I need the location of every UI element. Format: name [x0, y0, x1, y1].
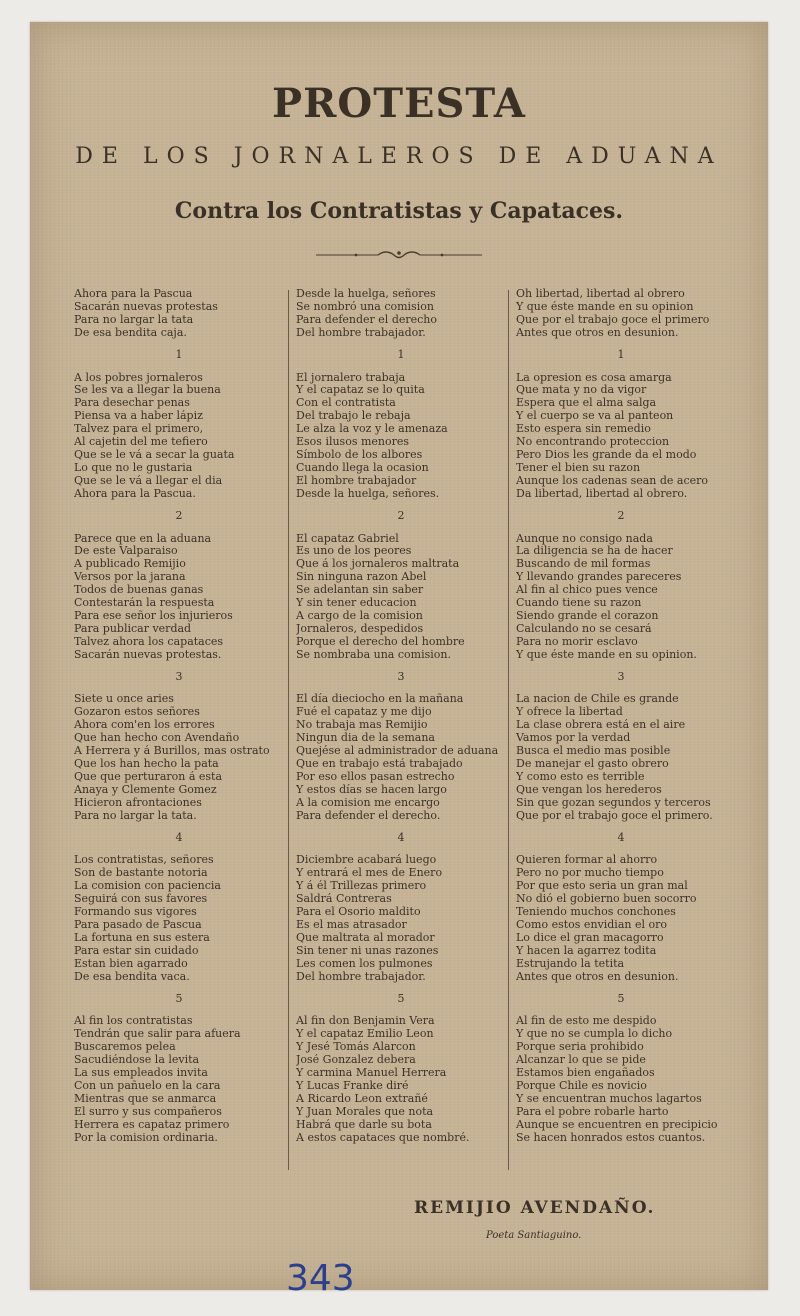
verse-line: Y carmina Manuel Herrera: [296, 1067, 447, 1080]
verse-line: No encontrando proteccion: [516, 436, 670, 449]
verse-line: Desde la huelga, señores.: [296, 487, 440, 500]
verse-line: Para no largar la tata: [74, 313, 194, 326]
verse-line: Sacudiéndose la levita: [74, 1054, 200, 1067]
verse-line: Piensa va a haber lápiz: [74, 410, 203, 423]
verse-line: Versos por la jarana: [74, 571, 186, 584]
stanza-number: 4: [617, 830, 625, 844]
verse-line: De este Valparaiso: [74, 545, 178, 558]
verse-line: Por eso ellos pasan estrecho: [296, 770, 455, 783]
verse-line: Del hombre trabajador.: [296, 970, 426, 983]
verse-line: Quieren formar al ahorro: [516, 854, 658, 867]
verse-line: Que los han hecho la pata: [74, 758, 219, 770]
verse-line: Lo que no le gustaria: [74, 461, 193, 474]
verse-line: De manejar el gasto obrero: [516, 758, 669, 770]
verse-line: Los contratistas, señores: [74, 854, 214, 867]
verse-line: Estamos bien engañados: [516, 1067, 655, 1080]
verse-line: Esos ilusos menores: [296, 436, 410, 449]
verse-line: A los pobres jornaleros: [74, 371, 203, 384]
verse-line: Al fin los contratistas: [74, 1015, 193, 1028]
verse-line: Que en trabajo está trabajado: [296, 758, 463, 770]
document-subtitle: DE LOS JORNALEROS DE ADUANA: [75, 144, 723, 169]
verse-line: La nacion de Chile es grande: [516, 693, 679, 706]
stanza-number: 2: [175, 508, 183, 522]
verse-line: Y que éste mande en su opinion: [516, 300, 694, 313]
verse-line: Del hombre trabajador.: [296, 326, 426, 339]
verse-line: Seguirá con sus favores: [74, 893, 208, 906]
verse-line: No dió el gobierno buen socorro: [516, 893, 697, 906]
verse-line: Tendrán que salir para afuera: [74, 1028, 241, 1041]
verse-line: Lo dice el gran macagorro: [516, 931, 664, 944]
verse-line: Ningun dia de la semana: [296, 732, 435, 745]
verse-line: Y el capataz se lo quita: [296, 384, 425, 397]
verse-line: Pero Dios les grande da el modo: [516, 448, 697, 461]
verse-line: Se hacen honrados estos cuantos.: [516, 1131, 706, 1144]
verse-line: Al fin don Benjamin Vera: [296, 1015, 435, 1028]
verse-line: Y el cuerpo se va al panteon: [516, 410, 674, 423]
stanza-number: 4: [397, 830, 405, 844]
verse-line: Que maltrata al morador: [296, 931, 435, 944]
verse-line: Mientras que se anmarca: [74, 1092, 217, 1105]
stanza-number: 3: [397, 669, 405, 683]
verse-line: Para el pobre robarle harto: [516, 1105, 669, 1118]
verse-line: La opresion es cosa amarga: [516, 371, 672, 384]
verse-line: Pero no por mucho tiempo: [516, 867, 664, 880]
verse-line: Para no morir esclavo: [516, 635, 638, 648]
verse-line: Y se encuentran muchos lagartos: [516, 1092, 702, 1105]
stanza-number: 2: [617, 508, 625, 522]
poem-stanza: [74, 533, 304, 662]
verse-line: Saldrá Contreras: [296, 893, 392, 906]
poem-stanza: [516, 693, 746, 822]
verse-line: Anaya y Clemente Gomez: [74, 783, 217, 796]
verse-line: La fortuna en sus estera: [74, 931, 210, 944]
verse-line: Para no largar la tata.: [74, 809, 197, 822]
poem-stanza: [74, 1015, 304, 1144]
verse-line: El hombre trabajador: [296, 474, 417, 487]
verse-line: Aunque no consigo nada: [516, 532, 653, 545]
verse-line: Calculando no se cesará: [516, 622, 652, 635]
verse-line: No trabaja mas Remijio: [296, 719, 428, 732]
verse-line: Para el Osorio maldito: [296, 906, 421, 919]
verse-line: Se nombraba una comision.: [296, 648, 451, 661]
verse-line: Y que no se cumpla lo dicho: [516, 1028, 673, 1041]
verse-line: Y ofrece la libertad: [516, 706, 623, 719]
verse-line: Le alza la voz y le amenaza: [296, 423, 448, 436]
verse-line: Aunque se encuentren en precipicio: [516, 1118, 718, 1131]
verse-line: Al fin al chico pues vence: [516, 584, 658, 597]
verse-line: La diligencia se ha de hacer: [516, 545, 673, 558]
verse-line: Con un pañuelo en la cara: [74, 1079, 221, 1092]
verse-line: El jornalero trabaja: [296, 371, 406, 384]
verse-line: Da libertad, libertad al obrero.: [516, 487, 688, 500]
verse-line: Jornaleros, despedidos: [296, 622, 424, 635]
poem-stanza: [516, 533, 746, 662]
poem-stanza: [296, 854, 526, 983]
poem-stanza: [296, 693, 526, 822]
stanza-number: 4: [175, 830, 183, 844]
verse-line: Habrá que darle su bota: [296, 1118, 432, 1131]
verse-line: Todos de buenas ganas: [74, 584, 204, 597]
poem-stanza: [516, 288, 746, 340]
broadsheet-paper: [30, 22, 768, 1299]
verse-line: Ahora para la Pascua.: [74, 487, 196, 500]
verse-line: Ahora para la Pascua: [74, 288, 193, 300]
verse-line: Por que esto seria un gran mal: [516, 880, 688, 893]
verse-line: Porque Chile es novicio: [516, 1079, 647, 1092]
poem-stanza: [516, 854, 746, 983]
verse-line: Como estos envidian el oro: [516, 918, 667, 931]
verse-line: Para desechar penas: [74, 397, 190, 410]
verse-line: Y á él Trillezas primero: [296, 880, 427, 893]
verse-line: Para estar sin cuidado: [74, 944, 199, 957]
verse-line: Herrera es capataz primero: [74, 1118, 230, 1131]
verse-line: Buscaremos pelea: [74, 1041, 176, 1054]
verse-line: Antes que otros en desunion.: [516, 326, 679, 339]
verse-line: De esa bendita caja.: [74, 326, 187, 339]
verse-line: El capataz Gabriel: [296, 532, 399, 545]
verse-line: Y Jesé Tomás Alarcon: [296, 1041, 416, 1054]
verse-line: Tener el bien su razon: [516, 461, 641, 474]
verse-line: Oh libertad, libertad al obrero: [516, 288, 685, 300]
verse-line: Es el mas atrasador: [296, 918, 407, 931]
verse-line: Sin ninguna razon Abel: [296, 571, 427, 584]
stanza-number: 1: [175, 347, 183, 361]
stanza-number: 1: [397, 347, 405, 361]
verse-line: Cuando llega la ocasion: [296, 461, 429, 474]
verse-line: Que mata y no da vigor: [516, 384, 647, 397]
verse-line: Sin que gozan segundos y terceros: [516, 796, 711, 809]
verse-line: A Herrera y á Burillos, mas ostrato: [74, 745, 270, 758]
stanza-number: 3: [617, 669, 625, 683]
verse-line: Es uno de los peores: [296, 545, 412, 558]
verse-line: Se adelantan sin saber: [296, 584, 424, 597]
verse-line: Aunque los cadenas sean de acero: [516, 474, 709, 487]
verse-line: Para defender el derecho.: [296, 809, 441, 822]
stanza-number: 2: [397, 508, 405, 522]
verse-line: Teniendo muchos conchones: [516, 906, 676, 919]
verse-line: Fué el capataz y me dijo: [296, 706, 432, 719]
verse-line: Y Lucas Franke diré: [296, 1079, 409, 1092]
verse-line: Que se le vá a llegar el dia: [74, 474, 223, 487]
poem-stanza: [296, 1015, 526, 1144]
verse-line: Sacarán nuevas protestas: [74, 300, 218, 313]
verse-line: Que se le vá a secar la guata: [74, 448, 235, 461]
poem-column-2: [296, 288, 526, 1144]
verse-line: Buscando de mil formas: [516, 558, 651, 571]
verse-line: Son de bastante notoria: [74, 867, 208, 880]
verse-line: Para defender el derecho: [296, 313, 438, 326]
poem-stanza: [74, 372, 304, 501]
verse-line: A cargo de la comision: [296, 609, 423, 622]
author-signature: REMIJIO AVENDAÑO.: [414, 1198, 656, 1218]
verse-line: Para publicar verdad: [74, 622, 192, 635]
verse-line: Con el contratista: [296, 397, 396, 410]
poem-stanza: [516, 372, 746, 501]
verse-line: Contestarán la respuesta: [74, 597, 215, 610]
verse-line: Del trabajo le rebaja: [296, 410, 411, 423]
verse-line: Y como esto es terrible: [516, 770, 645, 783]
verse-line: Para pasado de Pascua: [74, 918, 202, 931]
verse-line: Siendo grande el corazon: [516, 609, 659, 622]
verse-line: A publicado Remijio: [74, 558, 186, 571]
verse-line: Que por el trabajo goce el primero.: [516, 809, 713, 822]
poem-stanza: [74, 288, 304, 340]
verse-line: La sus empleados invita: [74, 1067, 208, 1080]
verse-line: Y Juan Morales que nota: [296, 1105, 434, 1118]
ornament-divider-icon: [316, 248, 482, 262]
poem-stanza: [296, 533, 526, 662]
verse-line: Que han hecho con Avendaño: [74, 732, 240, 745]
verse-line: Siete u once aries: [74, 693, 174, 706]
verse-line: Gozaron estos señores: [74, 706, 200, 719]
verse-line: Espera que el alma salga: [516, 397, 657, 410]
poem-stanza: [74, 854, 304, 983]
verse-line: La clase obrera está en el aire: [516, 719, 686, 732]
verse-line: Y llevando grandes pareceres: [516, 571, 682, 584]
verse-line: Estan bien agarrado: [74, 957, 188, 970]
verse-line: Formando sus vigores: [74, 906, 197, 919]
verse-line: El surro y sus compañeros: [74, 1105, 222, 1118]
verse-line: Y estos días se hacen largo: [296, 783, 447, 796]
verse-line: Y sin tener educacion: [296, 597, 417, 610]
verse-line: Que vengan los herederos: [516, 783, 662, 796]
verse-line: Sacarán nuevas protestas.: [74, 648, 222, 661]
verse-line: Para ese señor los injurieros: [74, 609, 233, 622]
verse-line: Les comen los pulmones: [296, 957, 433, 970]
verse-line: Que por el trabajo goce el primero: [516, 313, 710, 326]
document-title: PROTESTA: [272, 80, 526, 127]
verse-line: Y el capataz Emilio Leon: [296, 1028, 434, 1041]
verse-line: Ahora com'en los errores: [74, 719, 215, 732]
stanza-number: 3: [175, 669, 183, 683]
verse-line: Hicieron afrontaciones: [74, 796, 202, 809]
stanza-number: 1: [617, 347, 625, 361]
verse-line: Por la comision ordinaria.: [74, 1131, 218, 1144]
verse-line: Y entrará el mes de Enero: [296, 867, 443, 880]
stanza-number: 5: [397, 991, 405, 1005]
verse-line: Estrujando la tetita: [516, 957, 625, 970]
verse-line: Sin tener ni unas razones: [296, 944, 439, 957]
poem-stanza: [296, 288, 526, 340]
verse-line: De esa bendita vaca.: [74, 970, 190, 983]
stanza-number: 5: [617, 991, 625, 1005]
verse-line: Diciembre acabará luego: [296, 854, 437, 867]
poem-column-3: [516, 288, 746, 1144]
verse-line: José Gonzalez debera: [296, 1054, 416, 1067]
inventory-number: 343: [286, 1258, 355, 1299]
stanza-number: 5: [175, 991, 183, 1005]
verse-line: Parece que en la aduana: [74, 532, 212, 545]
verse-line: Cuando tiene su razon: [516, 597, 642, 610]
verse-line: Esto espera sin remedio: [516, 423, 651, 436]
verse-line: La comision con paciencia: [74, 880, 221, 893]
poem-column-1: [74, 288, 304, 1144]
verse-line: Porque el derecho del hombre: [296, 635, 465, 648]
poem-stanza: [516, 1015, 746, 1144]
verse-line: Talvez para el primero,: [74, 423, 204, 436]
verse-line: Alcanzar lo que se pide: [516, 1054, 646, 1067]
verse-line: A la comision me encargo: [296, 796, 440, 809]
verse-line: Busca el medio mas posible: [516, 745, 671, 758]
verse-line: Se nombró una comision: [296, 300, 434, 313]
verse-line: A Ricardo Leon extrañé: [296, 1092, 428, 1105]
verse-line: Porque seria prohibido: [516, 1041, 644, 1054]
verse-line: Talvez ahora los capataces: [74, 635, 224, 648]
verse-line: Y que éste mande en su opinion.: [516, 648, 697, 661]
poem-stanza: [74, 693, 304, 822]
verse-line: Se les va a llegar la buena: [74, 384, 221, 397]
verse-line: A estos capataces que nombré.: [296, 1131, 470, 1144]
verse-line: Y hacen la agarrez todita: [516, 944, 657, 957]
verse-line: Vamos por la verdad: [516, 732, 631, 745]
poet-label: Poeta Santiaguino.: [486, 1230, 582, 1241]
verse-line: Antes que otros en desunion.: [516, 970, 679, 983]
verse-line: Que á los jornaleros maltrata: [296, 558, 460, 571]
verse-line: Al fin de esto me despido: [516, 1015, 657, 1028]
verse-line: Quejése al administrador de aduana: [296, 745, 499, 758]
verse-line: El día dieciocho en la mañana: [296, 693, 464, 706]
verse-line: Desde la huelga, señores: [296, 288, 436, 300]
verse-line: Que que perturaron á esta: [74, 770, 223, 783]
verse-line: Símbolo de los albores: [296, 448, 423, 461]
poem-stanza: [296, 372, 526, 501]
verse-line: Al cajetin del me tefiero: [74, 436, 208, 449]
document-tagline: Contra los Contratistas y Capataces.: [174, 198, 624, 224]
